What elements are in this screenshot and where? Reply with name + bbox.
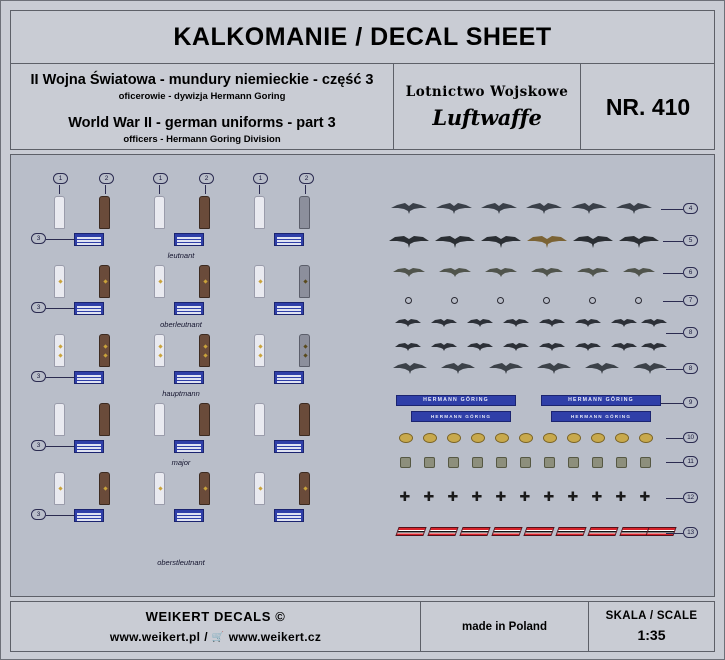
iron-cross-icon: ✚ bbox=[639, 490, 651, 505]
small-eagle-icon bbox=[503, 319, 529, 328]
luftwaffe-eagle-icon bbox=[481, 235, 521, 249]
ribbon-bar bbox=[587, 527, 618, 536]
shoulder-patch-icon bbox=[424, 457, 435, 468]
polish-subtitle: oficerowie - dywizja Hermann Goring bbox=[118, 90, 286, 102]
shoulder-board bbox=[254, 265, 265, 298]
website-cz[interactable]: www.weikert.cz bbox=[228, 630, 322, 644]
leader-line bbox=[661, 209, 683, 210]
rank-label-oberleutnant: oberleutnant bbox=[160, 320, 202, 329]
shoulder-patch-icon bbox=[496, 457, 507, 468]
shoulder-patch-icon bbox=[592, 457, 603, 468]
iron-cross-icon: ✚ bbox=[615, 490, 627, 505]
iron-cross-icon: ✚ bbox=[447, 490, 459, 505]
shoulder-patch-icon bbox=[472, 457, 483, 468]
luftwaffe-eagle-icon bbox=[571, 203, 607, 215]
luftwaffe-eagle-icon bbox=[391, 203, 427, 215]
callout-top-2a: 2 bbox=[99, 173, 114, 184]
leader-line bbox=[666, 438, 683, 439]
origin-label: made in Poland bbox=[421, 602, 589, 651]
callout-right-13: 13 bbox=[683, 527, 698, 538]
footer-brand-panel bbox=[11, 602, 421, 651]
leader-line bbox=[46, 446, 74, 447]
iron-cross-icon: ✚ bbox=[423, 490, 435, 505]
leader-line bbox=[159, 185, 160, 194]
shoulder-board bbox=[54, 265, 65, 298]
shoulder-board bbox=[54, 472, 65, 505]
website-separator: / bbox=[204, 630, 208, 644]
sheet-footer bbox=[10, 601, 715, 652]
small-eagle-icon bbox=[395, 343, 421, 352]
luftwaffe-eagle-icon bbox=[526, 203, 562, 215]
branch-name-polish: Lotnictwo Wojskowe bbox=[405, 84, 569, 100]
shoulder-board bbox=[299, 196, 310, 229]
collar-tab bbox=[74, 302, 104, 315]
leader-line bbox=[666, 462, 683, 463]
sheet-header bbox=[10, 10, 715, 150]
collar-tab bbox=[174, 440, 204, 453]
shoulder-patch-icon bbox=[640, 457, 651, 468]
rank-label-oberstleutnant: oberstleutnant bbox=[157, 558, 205, 567]
iron-cross-icon: ✚ bbox=[543, 490, 555, 505]
shoulder-board bbox=[254, 472, 265, 505]
shoulder-board bbox=[254, 334, 265, 367]
cockade-icon bbox=[451, 297, 458, 304]
shoulder-board bbox=[199, 403, 210, 436]
shoulder-board bbox=[54, 334, 65, 367]
rank-label-major: major bbox=[171, 458, 191, 467]
small-eagle-icon bbox=[611, 319, 637, 328]
shoulder-board bbox=[254, 403, 265, 436]
shoulder-board bbox=[54, 196, 65, 229]
leader-line bbox=[105, 185, 106, 194]
sheet-number: NR. 410 bbox=[605, 93, 691, 120]
scale-label: SKALA / SCALE bbox=[605, 610, 698, 622]
shoulder-patch-icon bbox=[544, 457, 555, 468]
cap-cockade-icon bbox=[471, 433, 485, 443]
leader-line bbox=[46, 515, 74, 516]
collar-tab bbox=[274, 509, 304, 522]
cap-eagle-icon bbox=[485, 267, 517, 278]
callout-left-3d: 3 bbox=[31, 440, 46, 451]
cockade-icon bbox=[405, 297, 412, 304]
callout-right-10: 10 bbox=[683, 432, 698, 443]
leader-line bbox=[666, 533, 683, 534]
callout-right-8b: 8 bbox=[683, 363, 698, 374]
collar-tab bbox=[174, 371, 204, 384]
rank-label-leutnant: leutnant bbox=[167, 251, 195, 260]
sleeve-eagle-icon bbox=[633, 363, 667, 375]
cap-cockade-icon bbox=[615, 433, 629, 443]
sleeve-eagle-icon bbox=[441, 363, 475, 375]
ribbon-bar bbox=[555, 527, 586, 536]
english-subtitle: officers - Hermann Goring Division bbox=[123, 133, 281, 145]
callout-top-1a: 1 bbox=[53, 173, 68, 184]
luftwaffe-eagle-icon bbox=[436, 203, 472, 215]
header-title-band bbox=[11, 11, 714, 64]
cap-eagle-icon bbox=[439, 267, 471, 278]
shoulder-board bbox=[199, 472, 210, 505]
shoulder-board bbox=[99, 403, 110, 436]
cuff-title: HERMANN GÖRING bbox=[541, 395, 661, 406]
callout-left-3c: 3 bbox=[31, 371, 46, 382]
leader-line bbox=[666, 498, 683, 499]
luftwaffe-eagle-icon bbox=[435, 235, 475, 249]
shoulder-board bbox=[154, 403, 165, 436]
cap-cockade-icon bbox=[447, 433, 461, 443]
cap-cockade-icon bbox=[543, 433, 557, 443]
iron-cross-icon: ✚ bbox=[591, 490, 603, 505]
collar-tab bbox=[174, 302, 204, 315]
callout-right-7: 7 bbox=[683, 295, 698, 306]
callout-top-1c: 1 bbox=[253, 173, 268, 184]
shoulder-board bbox=[99, 265, 110, 298]
leader-line bbox=[666, 333, 683, 334]
collar-tab bbox=[274, 233, 304, 246]
cap-cockade-icon bbox=[423, 433, 437, 443]
cockade-icon bbox=[497, 297, 504, 304]
small-eagle-icon bbox=[467, 319, 493, 328]
polish-title: II Wojna Światowa - mundury niemieckie - część 3 bbox=[30, 71, 374, 88]
shoulder-board bbox=[154, 196, 165, 229]
iron-cross-icon: ✚ bbox=[495, 490, 507, 505]
cockade-icon bbox=[543, 297, 550, 304]
small-eagle-icon bbox=[503, 343, 529, 352]
ribbon-bar bbox=[395, 527, 426, 536]
english-title: World War II - german uniforms - part 3 bbox=[68, 114, 336, 131]
callout-right-6: 6 bbox=[683, 267, 698, 278]
shoulder-board bbox=[199, 196, 210, 229]
sleeve-eagle-icon bbox=[489, 363, 523, 375]
collar-tab bbox=[274, 371, 304, 384]
small-eagle-icon bbox=[539, 319, 565, 328]
sleeve-eagle-icon bbox=[537, 363, 571, 375]
branch-name-german: Luftwaffe bbox=[432, 105, 542, 130]
ribbon-bar bbox=[427, 527, 458, 536]
small-eagle-icon bbox=[467, 343, 493, 352]
sleeve-eagle-icon bbox=[393, 363, 427, 375]
luftwaffe-eagle-icon bbox=[527, 235, 567, 249]
shoulder-patch-icon bbox=[520, 457, 531, 468]
iron-cross-icon: ✚ bbox=[399, 490, 411, 505]
shoulder-board bbox=[299, 472, 310, 505]
small-eagle-icon bbox=[641, 319, 667, 328]
cap-eagle-icon bbox=[577, 267, 609, 278]
luftwaffe-eagle-icon bbox=[481, 203, 517, 215]
callout-top-2c: 2 bbox=[299, 173, 314, 184]
collar-tab bbox=[74, 509, 104, 522]
callout-right-11: 11 bbox=[683, 456, 698, 467]
cap-eagle-icon bbox=[531, 267, 563, 278]
iron-cross-icon: ✚ bbox=[567, 490, 579, 505]
cap-cockade-icon bbox=[399, 433, 413, 443]
small-eagle-icon bbox=[395, 319, 421, 328]
shoulder-board bbox=[154, 265, 165, 298]
callout-right-5: 5 bbox=[683, 235, 698, 246]
small-eagle-icon bbox=[575, 319, 601, 328]
cap-eagle-icon bbox=[623, 267, 655, 278]
leader-line bbox=[46, 308, 74, 309]
cuff-title: HERMANN GÖRING bbox=[396, 395, 516, 406]
small-eagle-icon bbox=[431, 343, 457, 352]
ribbon-bar bbox=[645, 527, 676, 536]
website-row bbox=[110, 630, 321, 644]
shoulder-board bbox=[99, 472, 110, 505]
shoulder-patch-icon bbox=[448, 457, 459, 468]
shoulder-board bbox=[199, 334, 210, 367]
shoulder-board bbox=[254, 196, 265, 229]
shoulder-board bbox=[99, 196, 110, 229]
cockade-icon bbox=[589, 297, 596, 304]
rank-label-hauptmann: hauptmann bbox=[162, 389, 200, 398]
collar-tab bbox=[74, 440, 104, 453]
callout-right-4: 4 bbox=[683, 203, 698, 214]
collar-tab bbox=[274, 302, 304, 315]
shoulder-board bbox=[54, 403, 65, 436]
cap-cockade-icon bbox=[591, 433, 605, 443]
small-eagle-icon bbox=[611, 343, 637, 352]
cap-eagle-icon bbox=[393, 267, 425, 278]
leader-line bbox=[663, 241, 683, 242]
cap-cockade-icon bbox=[519, 433, 533, 443]
callout-right-12: 12 bbox=[683, 492, 698, 503]
leader-line bbox=[661, 403, 683, 404]
luftwaffe-eagle-icon bbox=[389, 235, 429, 249]
collar-tab bbox=[174, 509, 204, 522]
ribbon-bar bbox=[523, 527, 554, 536]
luftwaffe-eagle-icon bbox=[573, 235, 613, 249]
small-eagle-icon bbox=[641, 343, 667, 352]
decal-field bbox=[10, 154, 715, 597]
luftwaffe-eagle-icon bbox=[616, 203, 652, 215]
page-title: KALKOMANIE / DECAL SHEET bbox=[173, 22, 552, 51]
leader-line bbox=[259, 185, 260, 194]
luftwaffe-eagle-icon bbox=[619, 235, 659, 249]
leader-line bbox=[59, 185, 60, 194]
iron-cross-icon: ✚ bbox=[519, 490, 531, 505]
collar-tab bbox=[174, 233, 204, 246]
leader-line bbox=[663, 301, 683, 302]
cap-cockade-icon bbox=[495, 433, 509, 443]
collar-tab bbox=[74, 233, 104, 246]
cuff-title: HERMANN GÖRING bbox=[551, 411, 651, 422]
callout-top-1b: 1 bbox=[153, 173, 168, 184]
cuff-title: HERMANN GÖRING bbox=[411, 411, 511, 422]
cockade-icon bbox=[635, 297, 642, 304]
shoulder-patch-icon bbox=[616, 457, 627, 468]
header-description-panel bbox=[11, 64, 394, 150]
leader-line bbox=[666, 369, 683, 370]
header-number-panel bbox=[581, 64, 715, 150]
cart-icon: 🛒 bbox=[211, 631, 225, 643]
cap-cockade-icon bbox=[567, 433, 581, 443]
leader-line bbox=[663, 273, 683, 274]
collar-tab bbox=[274, 440, 304, 453]
iron-cross-icon: ✚ bbox=[471, 490, 483, 505]
sleeve-eagle-icon bbox=[585, 363, 619, 375]
scale-value: 1:35 bbox=[637, 627, 666, 643]
cap-cockade-icon bbox=[639, 433, 653, 443]
header-branch-panel bbox=[394, 64, 581, 150]
shoulder-board bbox=[299, 265, 310, 298]
shoulder-board bbox=[199, 265, 210, 298]
shoulder-board bbox=[154, 334, 165, 367]
footer-scale-panel bbox=[589, 602, 714, 651]
ribbon-bar bbox=[491, 527, 522, 536]
small-eagle-icon bbox=[575, 343, 601, 352]
callout-top-2b: 2 bbox=[199, 173, 214, 184]
website-pl[interactable]: www.weikert.pl bbox=[109, 630, 201, 644]
small-eagle-icon bbox=[539, 343, 565, 352]
leader-line bbox=[46, 239, 74, 240]
callout-right-8a: 8 bbox=[683, 327, 698, 338]
shoulder-patch-icon bbox=[568, 457, 579, 468]
leader-line bbox=[205, 185, 206, 194]
shoulder-board bbox=[154, 472, 165, 505]
callout-left-3b: 3 bbox=[31, 302, 46, 313]
shoulder-patch-icon bbox=[400, 457, 411, 468]
leader-line bbox=[46, 377, 74, 378]
shoulder-board bbox=[299, 403, 310, 436]
collar-tab bbox=[74, 371, 104, 384]
callout-left-3a: 3 bbox=[31, 233, 46, 244]
shoulder-board bbox=[299, 334, 310, 367]
ribbon-bar bbox=[459, 527, 490, 536]
callout-right-9: 9 bbox=[683, 397, 698, 408]
callout-left-3e: 3 bbox=[31, 509, 46, 520]
small-eagle-icon bbox=[431, 319, 457, 328]
shoulder-board bbox=[99, 334, 110, 367]
brand-name: WEIKERT DECALS © bbox=[145, 609, 286, 624]
leader-line bbox=[305, 185, 306, 194]
